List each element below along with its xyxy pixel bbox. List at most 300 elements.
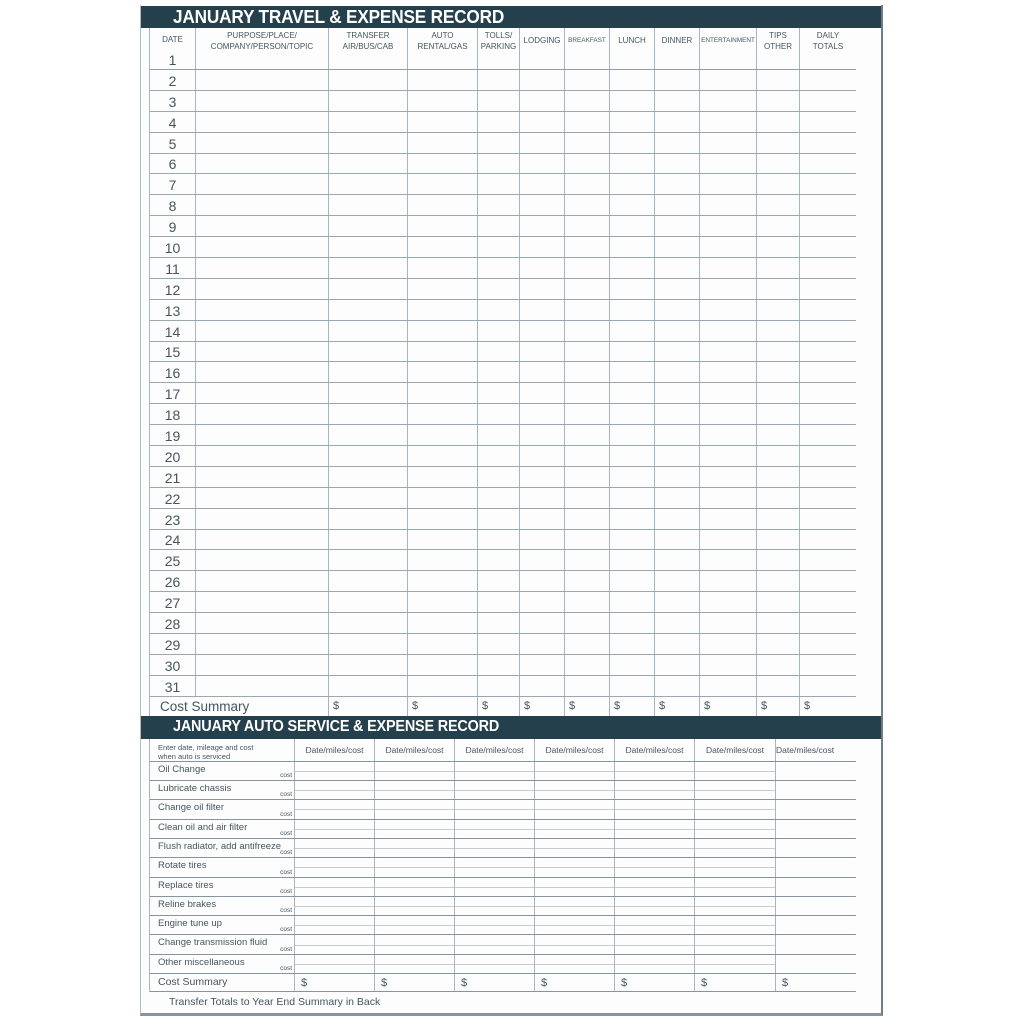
service-entry-divider bbox=[295, 906, 374, 907]
column-header-text: TOLLS/ bbox=[484, 31, 513, 41]
expense-cell-purpose bbox=[196, 216, 329, 236]
expense-cell-breakfast bbox=[565, 279, 610, 299]
column-header-text: TIPS bbox=[769, 31, 787, 41]
service-entry-cell bbox=[695, 916, 776, 934]
expense-cell-lunch bbox=[610, 321, 655, 341]
expense-cell-lunch bbox=[610, 425, 655, 445]
expense-cell-breakfast bbox=[565, 446, 610, 466]
expense-cell-breakfast bbox=[565, 509, 610, 529]
expense-cell-tips-other bbox=[757, 300, 800, 320]
date-row bbox=[150, 655, 856, 676]
expense-cell-breakfast bbox=[565, 488, 610, 508]
date-cell: 20 bbox=[150, 446, 196, 466]
expense-cell-tips-other bbox=[757, 112, 800, 132]
expense-cell-dinner bbox=[655, 300, 700, 320]
cost-summary-cell-entertainment: $ bbox=[700, 697, 757, 716]
date-row bbox=[150, 300, 856, 321]
expense-cell-lodging bbox=[520, 70, 565, 90]
service-entry-cell bbox=[455, 955, 535, 973]
service-entry-divider bbox=[535, 809, 614, 810]
expense-cell-breakfast bbox=[565, 154, 610, 174]
expense-cell-auto-rental bbox=[408, 133, 478, 153]
service-name: Rotate tires bbox=[158, 860, 207, 872]
date-cell: 16 bbox=[150, 362, 196, 382]
service-entry-divider bbox=[455, 964, 534, 965]
service-entry-cell bbox=[615, 839, 695, 857]
column-header-lines bbox=[800, 28, 856, 55]
column-header-lunch bbox=[610, 28, 655, 69]
column-header-tips-other bbox=[757, 28, 800, 69]
date-row bbox=[150, 571, 856, 592]
date-row bbox=[150, 613, 856, 634]
service-name: Reline brakes bbox=[158, 898, 217, 910]
expense-cell-lunch bbox=[610, 634, 655, 654]
service-entry-cell bbox=[295, 878, 375, 896]
expense-cell-dinner bbox=[655, 237, 700, 257]
expense-cell-tips-other bbox=[757, 676, 800, 696]
service-entry-cell bbox=[375, 955, 455, 973]
expense-cell-purpose bbox=[196, 154, 329, 174]
expense-cell-daily-totals bbox=[800, 195, 856, 215]
date-row bbox=[150, 550, 856, 571]
expense-cell-breakfast bbox=[565, 676, 610, 696]
expense-cell-daily-totals bbox=[800, 613, 856, 633]
expense-cell-breakfast bbox=[565, 655, 610, 675]
date-miles-cost-header: Date/miles/cost bbox=[695, 739, 776, 761]
expense-cell-transfer bbox=[329, 634, 408, 654]
expense-cell-auto-rental bbox=[408, 70, 478, 90]
expense-cell-auto-rental bbox=[408, 154, 478, 174]
cost-summary-cell-lunch: $ bbox=[610, 697, 655, 716]
travel-cost-summary-row bbox=[150, 697, 856, 716]
service-entry-cell bbox=[375, 800, 455, 818]
date-cell: 19 bbox=[150, 425, 196, 445]
expense-cell-lodging bbox=[520, 91, 565, 111]
date-row bbox=[150, 634, 856, 655]
expense-cell-lodging bbox=[520, 195, 565, 215]
expense-cell-breakfast bbox=[565, 300, 610, 320]
service-name: Lubricate chassis bbox=[158, 783, 232, 795]
date-row bbox=[150, 509, 856, 530]
service-cost-sublabel: cost bbox=[280, 829, 292, 837]
service-row bbox=[150, 800, 856, 819]
expense-cell-daily-totals bbox=[800, 70, 856, 90]
expense-cell-transfer bbox=[329, 300, 408, 320]
service-entry-divider bbox=[455, 887, 534, 888]
date-row bbox=[150, 342, 856, 363]
expense-cell-tips-other bbox=[757, 258, 800, 278]
column-header-lines bbox=[700, 28, 756, 55]
expense-cell-lodging bbox=[520, 237, 565, 257]
service-row bbox=[150, 955, 856, 974]
expense-cell-tips-other bbox=[757, 174, 800, 194]
date-miles-cost-header: Date/miles/cost bbox=[615, 739, 695, 761]
date-row bbox=[150, 91, 856, 112]
expense-cell-entertainment bbox=[700, 300, 757, 320]
date-cell: 13 bbox=[150, 300, 196, 320]
service-entry-divider bbox=[375, 925, 454, 926]
service-entry-cell bbox=[455, 858, 535, 876]
date-row bbox=[150, 446, 856, 467]
expense-cell-entertainment bbox=[700, 383, 757, 403]
expense-cell-lodging bbox=[520, 530, 565, 550]
expense-cell-breakfast bbox=[565, 571, 610, 591]
service-entry-divider bbox=[295, 964, 374, 965]
expense-cell-purpose bbox=[196, 300, 329, 320]
service-row bbox=[150, 916, 856, 935]
date-miles-cost-header: Date/miles/cost bbox=[535, 739, 615, 761]
expense-cell-lunch bbox=[610, 237, 655, 257]
expense-cell-purpose bbox=[196, 195, 329, 215]
expense-cell-transfer bbox=[329, 676, 408, 696]
service-label bbox=[150, 897, 295, 915]
service-entry-cell bbox=[375, 762, 455, 780]
date-row bbox=[150, 362, 856, 383]
expense-cell-entertainment bbox=[700, 216, 757, 236]
service-cost-sublabel: cost bbox=[280, 964, 292, 972]
column-header-text: AIR/BUS/CAB bbox=[342, 41, 394, 51]
column-header-text: BREAKFAST bbox=[568, 37, 606, 45]
expense-cell-transfer bbox=[329, 342, 408, 362]
column-header-text: PURPOSE/PLACE/ bbox=[227, 31, 297, 41]
service-entry-cell bbox=[535, 858, 615, 876]
service-label bbox=[150, 781, 295, 799]
expense-cell-lunch bbox=[610, 91, 655, 111]
expense-cell-daily-totals bbox=[800, 446, 856, 466]
expense-cell-daily-totals bbox=[800, 112, 856, 132]
service-entry-divider bbox=[535, 867, 614, 868]
expense-cell-lunch bbox=[610, 195, 655, 215]
expense-cell-breakfast bbox=[565, 634, 610, 654]
expense-cell-tolls bbox=[478, 112, 520, 132]
service-row bbox=[150, 781, 856, 800]
service-name: Change transmission fluid bbox=[158, 937, 268, 949]
footer-note-row bbox=[149, 992, 856, 1012]
service-name: Replace tires bbox=[158, 879, 214, 891]
date-row bbox=[150, 112, 856, 133]
expense-cell-transfer bbox=[329, 362, 408, 382]
expense-cell-lunch bbox=[610, 133, 655, 153]
service-name: Clean oil and air filter bbox=[158, 821, 248, 833]
travel-header-row bbox=[150, 28, 856, 70]
service-entry-divider bbox=[295, 809, 374, 810]
expense-cell-daily-totals bbox=[800, 530, 856, 550]
expense-cell-entertainment bbox=[700, 676, 757, 696]
expense-cell-purpose bbox=[196, 676, 329, 696]
service-entry-cell bbox=[535, 916, 615, 934]
expense-cell-transfer bbox=[329, 237, 408, 257]
expense-cell-entertainment bbox=[700, 237, 757, 257]
expense-cell-tolls bbox=[478, 634, 520, 654]
date-cell: 30 bbox=[150, 655, 196, 675]
expense-cell-auto-rental bbox=[408, 592, 478, 612]
expense-cell-breakfast bbox=[565, 112, 610, 132]
expense-cell-tips-other bbox=[757, 321, 800, 341]
service-entry-cell bbox=[535, 955, 615, 973]
date-miles-cost-header: Date/miles/cost bbox=[776, 744, 835, 755]
service-entry-divider bbox=[615, 945, 694, 946]
date-cell: 9 bbox=[150, 216, 196, 236]
expense-cell-tolls bbox=[478, 550, 520, 570]
service-entry-divider bbox=[615, 848, 694, 849]
expense-cell-breakfast bbox=[565, 613, 610, 633]
service-entry-divider bbox=[695, 771, 775, 772]
expense-cell-entertainment bbox=[700, 362, 757, 382]
expense-cell-purpose bbox=[196, 530, 329, 550]
expense-cell-auto-rental bbox=[408, 550, 478, 570]
expense-cell-tolls bbox=[478, 70, 520, 90]
date-row bbox=[150, 676, 856, 697]
expense-cell-purpose bbox=[196, 592, 329, 612]
expense-cell-purpose bbox=[196, 174, 329, 194]
service-entry-cell bbox=[295, 916, 375, 934]
column-header-lines bbox=[329, 28, 407, 55]
service-row bbox=[150, 878, 856, 897]
service-entry-divider bbox=[535, 790, 614, 791]
expense-cell-lodging bbox=[520, 404, 565, 424]
date-cell: 22 bbox=[150, 488, 196, 508]
service-entry-divider bbox=[375, 809, 454, 810]
service-entry-divider bbox=[695, 906, 775, 907]
expense-cell-lodging bbox=[520, 362, 565, 382]
date-row bbox=[150, 70, 856, 91]
expense-cell-tolls bbox=[478, 362, 520, 382]
expense-cell-dinner bbox=[655, 676, 700, 696]
expense-cell-lodging bbox=[520, 425, 565, 445]
expense-cell-tolls bbox=[478, 342, 520, 362]
expense-cell-entertainment bbox=[700, 634, 757, 654]
service-row bbox=[150, 762, 856, 781]
column-header-transfer bbox=[329, 28, 408, 69]
date-miles-cost-header: Date/miles/cost bbox=[295, 739, 375, 761]
column-header-text: LUNCH bbox=[618, 36, 646, 46]
expense-cell-breakfast bbox=[565, 195, 610, 215]
expense-cell-purpose bbox=[196, 655, 329, 675]
expense-cell-purpose bbox=[196, 425, 329, 445]
expense-cell-entertainment bbox=[700, 112, 757, 132]
service-entry-divider bbox=[615, 887, 694, 888]
date-cell: 23 bbox=[150, 509, 196, 529]
date-cell: 15 bbox=[150, 342, 196, 362]
expense-cell-purpose bbox=[196, 446, 329, 466]
expense-cell-lodging bbox=[520, 571, 565, 591]
expense-cell-tips-other bbox=[757, 133, 800, 153]
service-label bbox=[150, 858, 295, 876]
column-header-lines bbox=[478, 28, 519, 55]
expense-cell-lunch bbox=[610, 174, 655, 194]
date-cell: 28 bbox=[150, 613, 196, 633]
expense-cell-entertainment bbox=[700, 613, 757, 633]
expense-cell-transfer bbox=[329, 446, 408, 466]
expense-cell-transfer bbox=[329, 195, 408, 215]
expense-cell-purpose bbox=[196, 258, 329, 278]
expense-cell-dinner bbox=[655, 321, 700, 341]
expense-cell-purpose bbox=[196, 634, 329, 654]
expense-cell-dinner bbox=[655, 509, 700, 529]
expense-cell-tolls bbox=[478, 530, 520, 550]
expense-cell-entertainment bbox=[700, 488, 757, 508]
travel-title: JANUARY TRAVEL & EXPENSE RECORD bbox=[173, 6, 505, 27]
expense-cell-lunch bbox=[610, 216, 655, 236]
expense-cell-entertainment bbox=[700, 592, 757, 612]
service-cost-sublabel: cost bbox=[280, 945, 292, 953]
expense-cell-entertainment bbox=[700, 342, 757, 362]
date-row bbox=[150, 467, 856, 488]
cost-summary-cell-tips-other: $ bbox=[757, 697, 800, 716]
service-entry-divider bbox=[375, 848, 454, 849]
cost-summary-cell-dinner: $ bbox=[655, 697, 700, 716]
date-row bbox=[150, 216, 856, 237]
expense-cell-dinner bbox=[655, 446, 700, 466]
column-header-lines bbox=[610, 28, 654, 55]
service-entry-cell bbox=[455, 820, 535, 838]
service-entry-divider bbox=[535, 906, 614, 907]
expense-cell-transfer bbox=[329, 383, 408, 403]
column-header-text: COMPANY/PERSON/TOPIC bbox=[210, 41, 314, 51]
column-header-text: TOTALS bbox=[812, 41, 844, 51]
auto-title: JANUARY AUTO SERVICE & EXPENSE RECORD bbox=[173, 718, 500, 736]
expense-cell-dinner bbox=[655, 362, 700, 382]
service-cost-sublabel: cost bbox=[280, 887, 292, 895]
expense-cell-dinner bbox=[655, 613, 700, 633]
expense-cell-breakfast bbox=[565, 467, 610, 487]
expense-cell-lodging bbox=[520, 321, 565, 341]
expense-cell-auto-rental bbox=[408, 467, 478, 487]
service-entry-cell bbox=[695, 820, 776, 838]
expense-cell-lodging bbox=[520, 676, 565, 696]
expense-cell-transfer bbox=[329, 404, 408, 424]
expense-cell-breakfast bbox=[565, 216, 610, 236]
expense-cell-lunch bbox=[610, 342, 655, 362]
service-entry-divider bbox=[695, 945, 775, 946]
service-entry-divider bbox=[695, 829, 775, 830]
expense-cell-daily-totals bbox=[800, 133, 856, 153]
expense-cell-lodging bbox=[520, 258, 565, 278]
column-header-lodging bbox=[520, 28, 565, 69]
service-entry-divider bbox=[695, 848, 775, 849]
service-entry-cell bbox=[295, 955, 375, 973]
service-entry-cell bbox=[615, 820, 695, 838]
auto-cost-summary-cell: $ bbox=[695, 974, 776, 991]
expense-cell-entertainment bbox=[700, 133, 757, 153]
expense-cell-auto-rental bbox=[408, 195, 478, 215]
expense-cell-auto-rental bbox=[408, 112, 478, 132]
date-row bbox=[150, 133, 856, 154]
service-entry-cell bbox=[615, 858, 695, 876]
service-entry-divider bbox=[295, 945, 374, 946]
service-entry-divider bbox=[455, 809, 534, 810]
expense-cell-daily-totals bbox=[800, 655, 856, 675]
date-cell: 24 bbox=[150, 530, 196, 550]
cost-summary-cell-daily-totals: $ bbox=[804, 699, 811, 712]
expense-cell-daily-totals bbox=[800, 509, 856, 529]
column-header-dinner bbox=[655, 28, 700, 69]
expense-cell-transfer bbox=[329, 70, 408, 90]
expense-cell-breakfast bbox=[565, 425, 610, 445]
column-header-text: DATE bbox=[162, 35, 183, 45]
column-header-lines bbox=[520, 28, 564, 55]
expense-cell-daily-totals bbox=[800, 676, 856, 696]
date-row bbox=[150, 488, 856, 509]
expense-cell-transfer bbox=[329, 530, 408, 550]
expense-cell-daily-totals bbox=[800, 321, 856, 341]
expense-cell-breakfast bbox=[565, 258, 610, 278]
expense-cell-lodging bbox=[520, 174, 565, 194]
service-entry-divider bbox=[695, 790, 775, 791]
date-cell: 29 bbox=[150, 634, 196, 654]
expense-cell-tips-other bbox=[757, 613, 800, 633]
expense-cell-daily-totals bbox=[800, 467, 856, 487]
column-header-entertainment bbox=[700, 28, 757, 69]
expense-cell-tolls bbox=[478, 446, 520, 466]
expense-cell-lunch bbox=[610, 154, 655, 174]
expense-cell-tolls bbox=[478, 571, 520, 591]
service-entry-cell bbox=[615, 897, 695, 915]
date-row bbox=[150, 237, 856, 258]
expense-cell-tolls bbox=[478, 91, 520, 111]
service-entry-divider bbox=[695, 867, 775, 868]
auto-header-note-line: Enter date, mileage and cost bbox=[158, 742, 254, 752]
expense-cell-breakfast bbox=[565, 133, 610, 153]
expense-cell-tolls bbox=[478, 174, 520, 194]
expense-cell-lodging bbox=[520, 592, 565, 612]
column-header-text: ENTERTAINMENT bbox=[701, 37, 755, 45]
auto-cost-summary-cell: $ bbox=[455, 974, 535, 991]
expense-cell-tips-other bbox=[757, 571, 800, 591]
service-entry-cell bbox=[375, 820, 455, 838]
expense-cell-tolls bbox=[478, 488, 520, 508]
service-entry-divider bbox=[695, 887, 775, 888]
expense-cell-breakfast bbox=[565, 321, 610, 341]
expense-cell-tolls bbox=[478, 300, 520, 320]
expense-cell-purpose bbox=[196, 613, 329, 633]
expense-cell-entertainment bbox=[700, 509, 757, 529]
travel-expense-table bbox=[149, 28, 856, 716]
date-cell: 26 bbox=[150, 571, 196, 591]
service-entry-cell bbox=[695, 762, 776, 780]
expense-cell-purpose bbox=[196, 550, 329, 570]
expense-cell-transfer bbox=[329, 321, 408, 341]
expense-cell-tips-other bbox=[757, 279, 800, 299]
service-entry-cell bbox=[535, 781, 615, 799]
expense-cell-auto-rental bbox=[408, 634, 478, 654]
expense-cell-tolls bbox=[478, 258, 520, 278]
service-entry-divider bbox=[455, 906, 534, 907]
column-header-text: RENTAL/GAS bbox=[417, 41, 468, 51]
column-header-text: AUTO bbox=[431, 31, 454, 41]
service-label bbox=[150, 762, 295, 780]
expense-cell-purpose bbox=[196, 362, 329, 382]
service-entry-divider bbox=[535, 848, 614, 849]
expense-cell-lodging bbox=[520, 634, 565, 654]
column-header-text: DAILY bbox=[816, 31, 840, 41]
service-entry-divider bbox=[535, 945, 614, 946]
service-entry-cell bbox=[695, 781, 776, 799]
service-entry-cell bbox=[455, 897, 535, 915]
service-entry-cell bbox=[375, 839, 455, 857]
expense-cell-lunch bbox=[610, 446, 655, 466]
expense-cell-purpose bbox=[196, 509, 329, 529]
expense-cell-dinner bbox=[655, 279, 700, 299]
expense-cell-purpose bbox=[196, 237, 329, 257]
column-header-date bbox=[150, 28, 196, 69]
service-cost-sublabel: cost bbox=[280, 907, 292, 915]
expense-cell-daily-totals bbox=[800, 300, 856, 320]
service-label bbox=[150, 935, 295, 953]
service-entry-cell bbox=[295, 839, 375, 857]
expense-cell-lodging bbox=[520, 383, 565, 403]
expense-cell-tolls bbox=[478, 655, 520, 675]
